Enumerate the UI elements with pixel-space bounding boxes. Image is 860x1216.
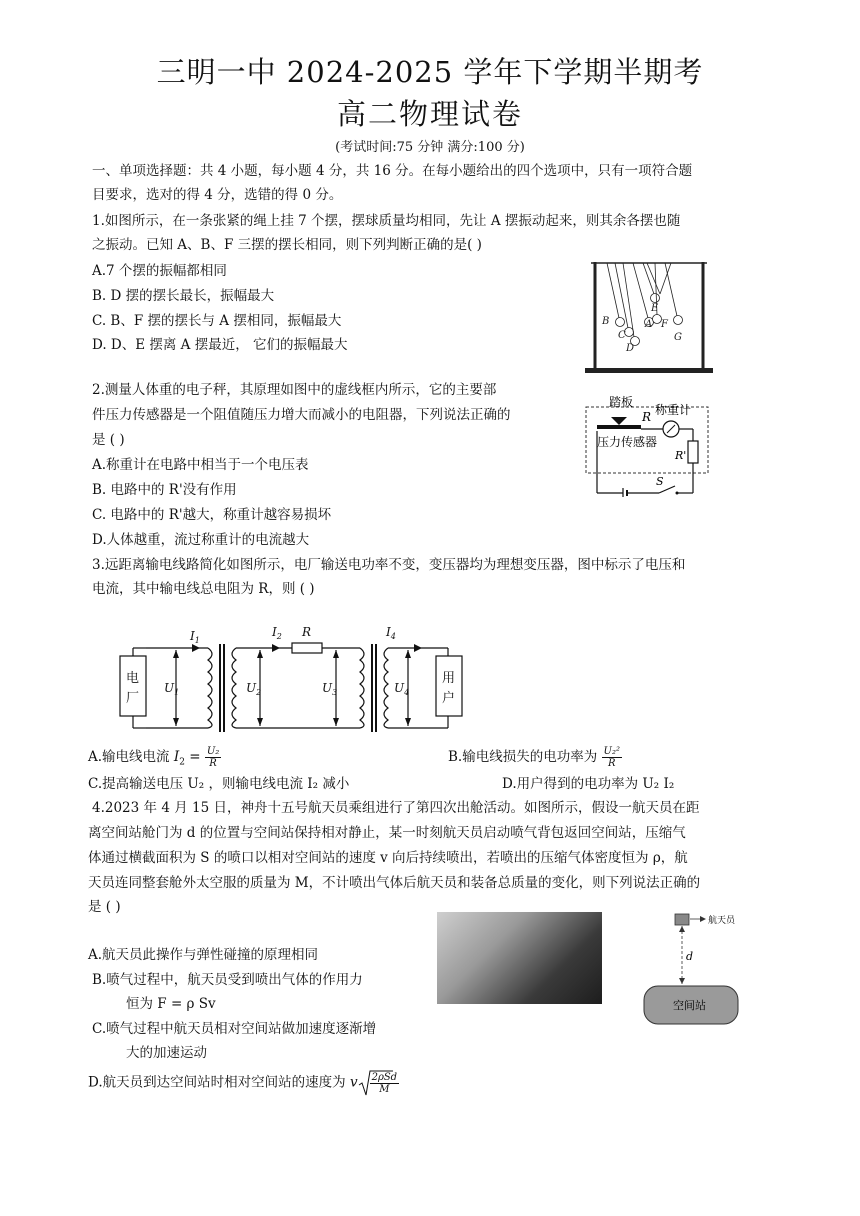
q4-stem-line2: 离空间站舱门为 d 的位置与空间站保持相对静止，某一时刻航天员启动喷气背包返回空间站，压缩气 [88,825,686,841]
q3-option-a-eq: = [184,749,205,765]
pendulum-label-a: A [645,319,653,330]
scale-circuit-figure [583,393,715,497]
q4-option-d-den: M [379,1083,390,1095]
pendulum-label-e: E [651,303,659,314]
q1-option-c: C. B、F 摆的摆长与 A 摆相同，振幅最大 [92,313,342,329]
q4-option-b-line1: B.喷气过程中，航天员受到喷出气体的作用力 [92,972,363,988]
q4-option-d-text: D.航天员到达空间站时相对空间站的速度为 [88,1074,350,1091]
q4-option-d [88,1069,399,1097]
exam-info: (考试时间:75 分钟 满分:100 分) [335,140,525,155]
plant-label-1: 电 [126,671,140,686]
q4-stem-line3: 体通过横截面积为 S 的喷口以相对空间站的速度 v 向后持续喷出，若喷出的压缩气体密度恒为 ρ，航 [88,850,688,866]
q4-stem-line4: 天员连同整套舱外太空服的质量为 M，不计喷出气体后航天员和装备总质量的变化，则下列说法正确的 [88,875,701,891]
q1-stem-line1: 1.如图所示，在一条张紧的绳上挂 7 个摆，摆球质量均相同，先让 A 摆振动起来，则其余各摆也随 [92,213,681,229]
q2-stem-line3: 是 ( ) [92,432,125,448]
q2-stem-line2: 件压力传感器是一个阻值随压力增大而减小的电阻器，下列说法正确的 [92,407,511,423]
r-label: R [642,410,652,424]
q3-option-b-fraction [602,746,622,769]
pedal-label: 踏板 [609,395,634,409]
q3-option-b-text: B.输电线损失的电功率为 [448,749,602,765]
q3-option-b-num: U₂² [603,746,620,757]
transmission-figure [116,620,488,738]
pendulum-label-b: B [602,316,610,327]
section-intro-line1: 一、单项选择题：共 4 小题，每小题 4 分，共 16 分。在每小题给出的四个选项中，只有一项符合题 [92,163,693,179]
q3-option-a-den: R [209,758,217,769]
i2-label: $I_2$ [272,625,282,641]
q3-stem-line1: 3.远距离输电线路简化如图所示，电厂输送电功率不变，变压器均为理想变压器，图中标示了电压和 [92,557,686,573]
q2-option-d: D.人体越重，流过称重计的电流越大 [92,532,310,548]
q1-option-d: D. D、E 摆离 A 摆最近， 它们的振幅最大 [92,337,348,353]
pendulum-label-g: G [674,332,682,343]
meter-label: 称重计 [655,403,692,417]
astronaut-photo [437,912,602,1004]
r-line-label: R [302,625,312,639]
sqrt-symbol [358,1069,394,1097]
q4-option-c-line2: 大的加速运动 [126,1045,207,1061]
exam-title: 三明一中 2024-2025 学年下学期半期考 [156,55,704,89]
pendulum-label-f: F [661,319,668,330]
i4-label: $I_4$ [386,625,396,641]
q3-option-a-fraction [205,746,221,769]
u1-label: $U_1$ [164,681,180,697]
station-label: 空间站 [673,999,706,1012]
sensor-label: 压力传感器 [597,435,658,449]
u3-label: $U_3$ [322,681,338,697]
user-label-2: 户 [442,691,456,706]
q4-option-c-line1: C.喷气过程中航天员相对空间站做加速度逐渐增 [92,1021,377,1037]
q4-stem-line1: 4.2023 年 4 月 15 日，神舟十五号航天员乘组进行了第四次出舱活动。如图所示，假设一航天员在距 [92,800,700,816]
q4-stem-line5: 是 ( ) [88,899,121,915]
q3-option-a [88,746,221,772]
user-label-1: 用 [442,671,456,686]
q2-option-c: C. 电路中的 R'越大，称重计越容易损坏 [92,507,332,523]
q3-option-a-lhs: I [173,749,180,765]
exam-subject-title: 高二物理试卷 [336,97,523,131]
q4-option-b-line2: 恒为 F = ρ Sv [126,996,216,1012]
q1-option-a: A.7 个摆的振幅都相同 [92,263,227,279]
q4-option-d-v: v [349,1074,358,1091]
q3-option-c: C.提高输送电压 U₂ ，则输电线电流 I₂ 减小 [88,776,350,792]
q3-option-b-den: R [607,758,616,769]
q1-option-b: B. D 摆的摆长最长，振幅最大 [92,288,275,304]
u2-label: $U_2$ [246,681,262,697]
q2-stem-line1: 2.测量人体重的电子秤，其原理如图中的虚线框内所示，它的主要部 [92,382,497,398]
q4-option-a: A.航天员此操作与弹性碰撞的原理相同 [88,947,319,963]
q3-option-a-num: U₂ [206,746,220,757]
station-figure [640,908,745,1028]
pendulum-label-d: D [626,343,635,354]
q2-option-b: B. 电路中的 R'没有作用 [92,482,237,498]
distance-label: d [686,950,694,963]
q1-stem-line2: 之振动。已知 A、B、F 三摆的摆长相同，则下列判断正确的是( ) [92,237,482,253]
q3-option-a-sub: 2 [179,757,185,768]
plant-label-2: 厂 [126,691,140,706]
section-intro-line2: 目要求，选对的得 4 分，选错的得 0 分。 [92,187,343,203]
r-prime-label: R' [675,449,687,462]
i1-label: $I_1$ [190,629,200,645]
q2-option-a: A.称重计在电路中相当于一个电压表 [92,457,309,473]
pendulum-figure [585,256,715,376]
u4-label: $U_4$ [394,681,410,697]
q3-stem-line2: 电流，其中输电线总电阻为 R，则 ( ) [92,581,315,597]
pendulum-label-c: C [618,330,626,341]
q3-option-d: D.用户得到的电功率为 U₂ I₂ [502,776,675,792]
astronaut-label: 航天员 [708,916,736,926]
q4-option-d-num: 2ρSd [371,1071,398,1083]
q3-option-a-text: A.输电线电流 [88,749,174,765]
switch-label: S [656,475,664,488]
q3-option-b [448,746,622,769]
